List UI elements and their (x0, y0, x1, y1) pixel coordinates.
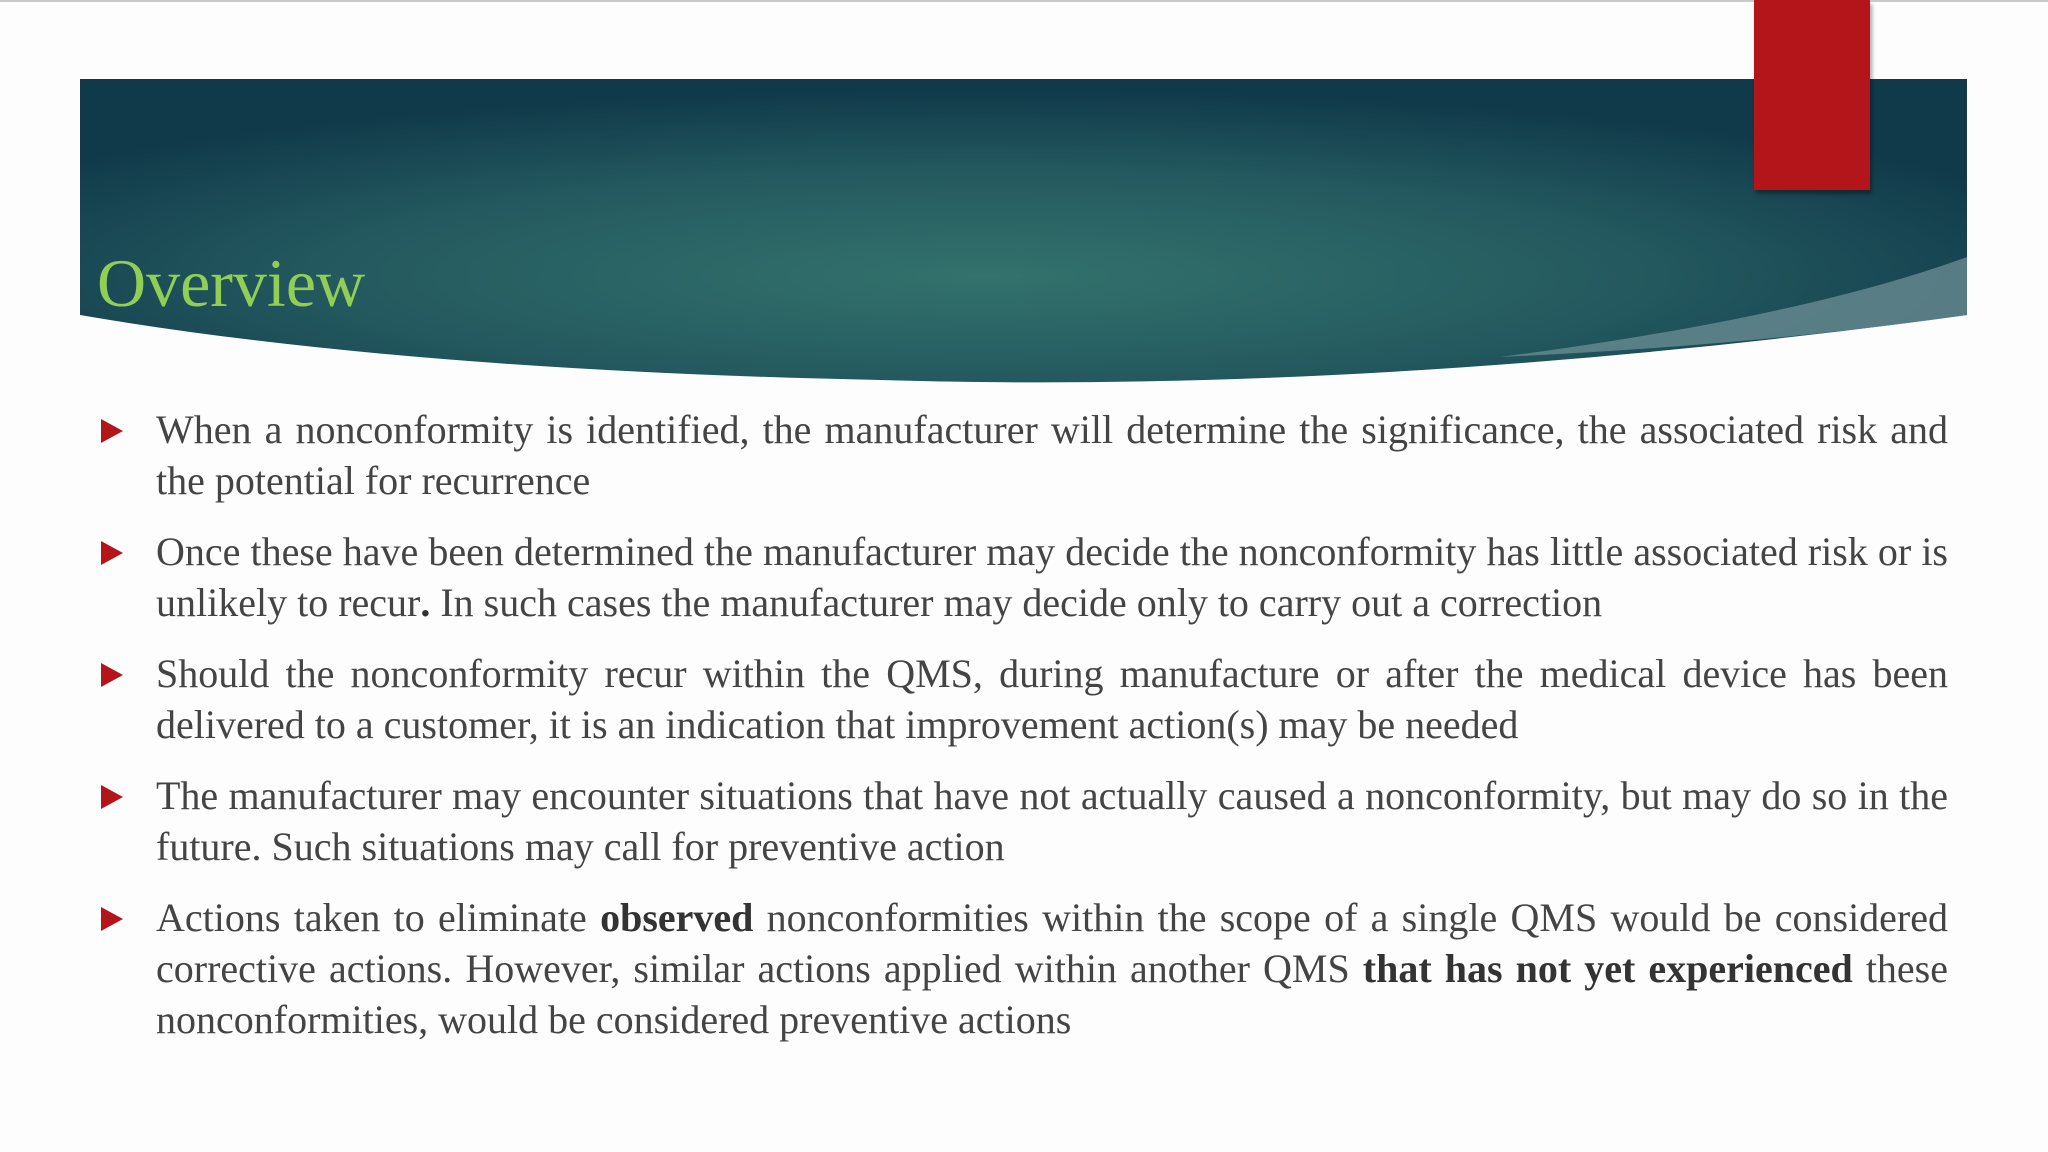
right-triangle-bullet-icon (101, 785, 123, 809)
bullet-list (100, 404, 1948, 1065)
red-accent-tab (1754, 0, 1870, 190)
right-triangle-bullet-icon (101, 419, 123, 443)
bullet-text: Actions taken to eliminate observed nonconformities within the scope of a single QMS would be considered corrective actions. However, similar actions applied within another QMS that has not yet experienced these nonconformities, would be considered preventive actions (156, 895, 1949, 1042)
bullet-item (100, 648, 1948, 750)
right-triangle-bullet-icon (101, 663, 123, 687)
bullet-item (100, 404, 1948, 506)
bullet-text: The manufacturer may encounter situations that have not actually caused a nonconformity, but may do so in the future. Such situations may call for preventive action (156, 773, 1948, 869)
slide-title: Overview (97, 245, 366, 321)
title-banner (0, 0, 2048, 400)
bullet-item (100, 526, 1948, 628)
right-triangle-bullet-icon (101, 541, 123, 565)
bullet-text: Once these have been determined the manufacturer may decide the nonconformity has little associated risk or is unlikely to recur. In such cases the manufacturer may decide only to carry out a correction (156, 529, 1948, 625)
bullet-item (100, 770, 1948, 872)
bullet-text: Should the nonconformity recur within the QMS, during manufacture or after the medical device has been delivered to a customer, it is an indication that improvement action(s) may be needed (156, 651, 1948, 747)
bullet-text: When a nonconformity is identified, the manufacturer will determine the significance, the associated risk and the potential for recurrence (156, 407, 1948, 503)
right-triangle-bullet-icon (101, 907, 123, 931)
bullet-item (100, 892, 1948, 1045)
